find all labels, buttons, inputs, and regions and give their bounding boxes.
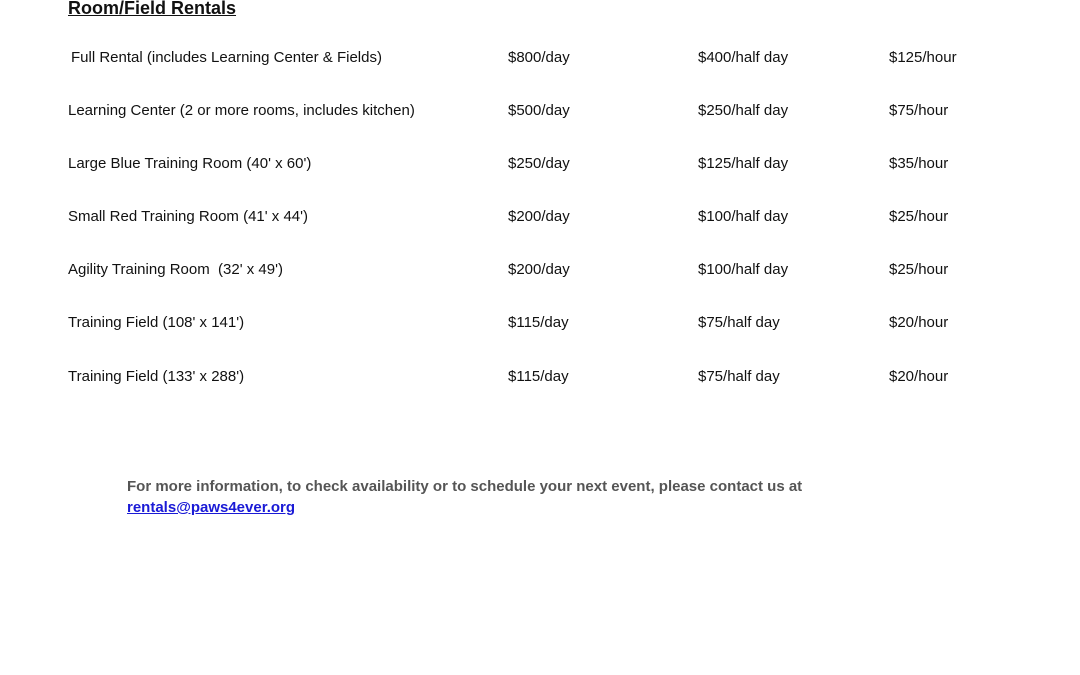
rate-name: Small Red Training Room (41' x 44') [68, 208, 308, 225]
rate-hour: $20/hour [889, 368, 949, 385]
rate-row [0, 99, 1080, 123]
rate-day: $115/day [508, 368, 569, 385]
rate-row [0, 311, 1080, 335]
rate-name: Agility Training Room (32' x 49') [68, 261, 283, 278]
rate-hour: $75/hour [889, 102, 949, 119]
rate-day: $800/day [508, 49, 570, 66]
rate-name: Learning Center (2 or more rooms, includes kitchen) [68, 102, 415, 119]
rate-hour: $35/hour [889, 155, 949, 172]
rate-half-day: $75/half day [698, 314, 780, 331]
rate-name: Full Rental (includes Learning Center & Fields) [71, 49, 382, 66]
rate-row [0, 152, 1080, 176]
rate-name: Large Blue Training Room (40' x 60') [68, 155, 312, 172]
rate-hour: $25/hour [889, 261, 949, 278]
rate-hour: $25/hour [889, 208, 949, 225]
rate-day: $500/day [508, 102, 570, 119]
contact-info [127, 476, 802, 518]
rate-half-day: $250/half day [698, 102, 789, 119]
rate-day: $115/day [508, 314, 569, 331]
rate-row [0, 258, 1080, 282]
contact-text: For more information, to check availability or to schedule your next event, please contact us at [127, 478, 803, 495]
rate-half-day: $75/half day [698, 368, 780, 385]
rate-row [0, 46, 1080, 70]
rate-hour: $20/hour [889, 314, 949, 331]
rate-day: $250/day [508, 155, 570, 172]
rate-half-day: $100/half day [698, 261, 789, 278]
rate-day: $200/day [508, 261, 570, 278]
rate-half-day: $100/half day [698, 208, 789, 225]
rate-half-day: $400/half day [698, 49, 789, 66]
rate-hour: $125/hour [889, 49, 957, 66]
contact-email-link[interactable]: rentals@paws4ever.org [127, 499, 296, 516]
rate-row [0, 205, 1080, 229]
rate-name: Training Field (133' x 288') [68, 368, 245, 385]
rate-row [0, 365, 1080, 389]
rate-name: Training Field (108' x 141') [68, 314, 245, 331]
rate-day: $200/day [508, 208, 570, 225]
rate-half-day: $125/half day [698, 155, 789, 172]
page-title: Room/Field Rentals [68, 0, 237, 18]
